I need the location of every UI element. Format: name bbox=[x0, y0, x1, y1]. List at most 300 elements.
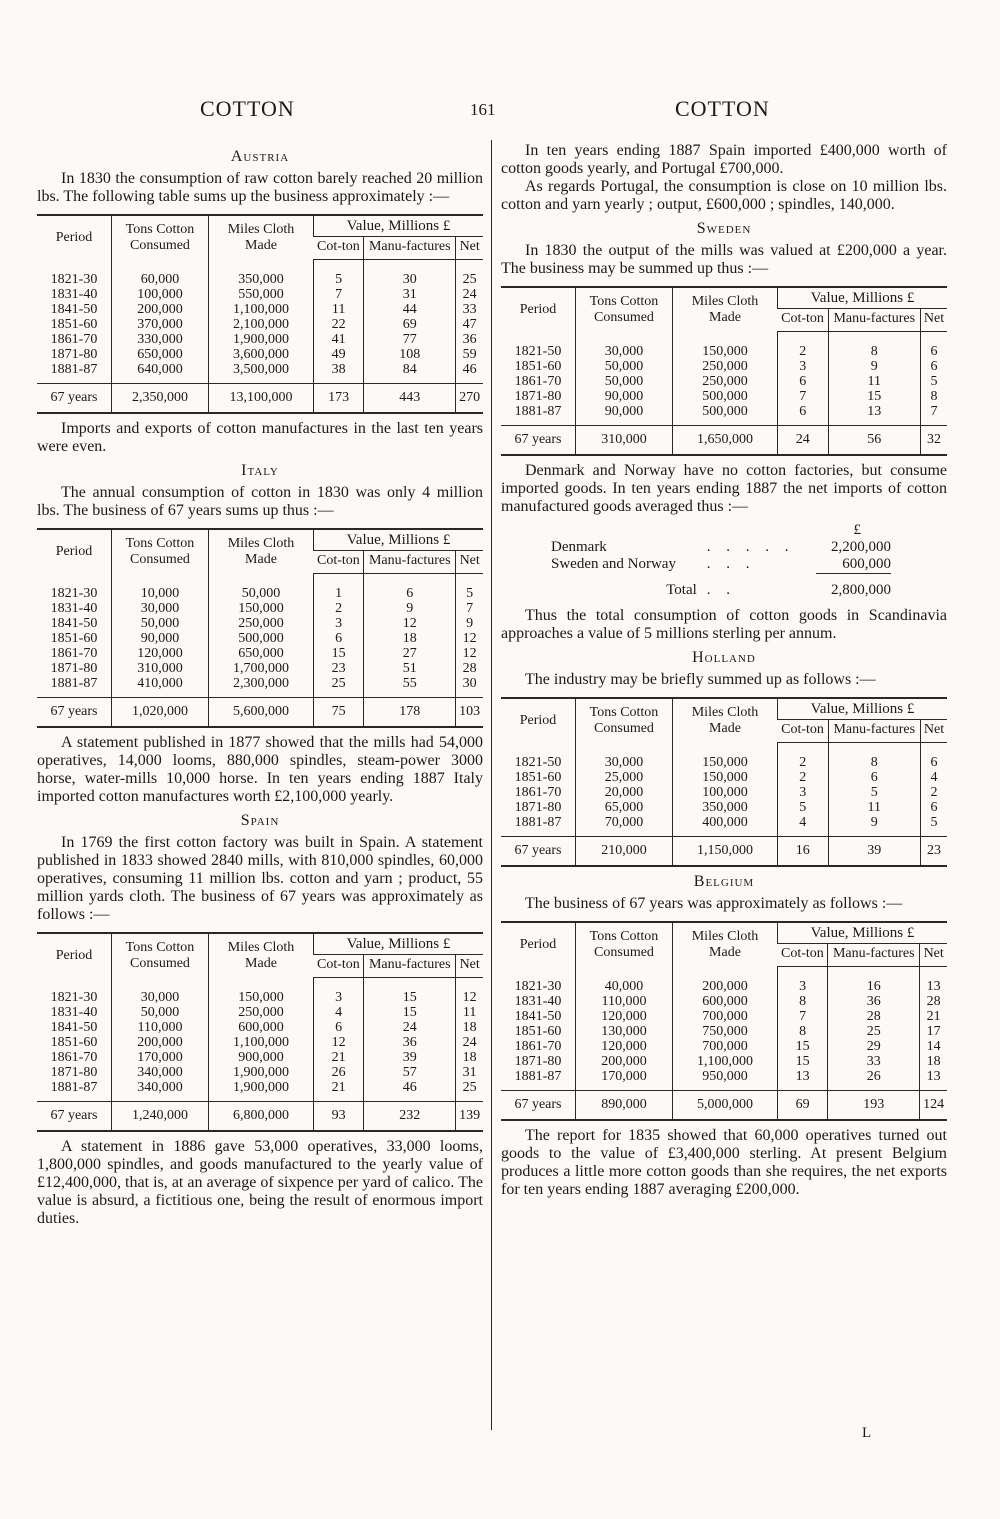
cotton-value-cell: 3 bbox=[314, 616, 364, 631]
net-value-cell: 8 bbox=[921, 389, 947, 404]
period-cell: 1831-40 bbox=[514, 994, 562, 1009]
period-cell: 1861-70 bbox=[514, 785, 562, 800]
table-row bbox=[37, 1005, 483, 1020]
column-header-net: Net bbox=[456, 955, 483, 978]
tons-cell: 50,000 bbox=[112, 616, 209, 631]
table-row bbox=[37, 601, 483, 616]
period-cell: 67 years bbox=[501, 837, 576, 867]
miles-cell: 150,000 bbox=[673, 770, 778, 785]
austria-table bbox=[37, 214, 483, 414]
cotton-value-cell: 1 bbox=[314, 574, 364, 602]
period-cell: 1821-30 bbox=[50, 585, 98, 601]
cotton-value-cell: 26 bbox=[314, 1065, 364, 1080]
column-header-tons: Tons Cotton Consumed bbox=[576, 922, 673, 967]
manufactures-value-cell: 46 bbox=[364, 1080, 456, 1102]
column-header-value-group: Value, Millions £ bbox=[778, 922, 948, 944]
list-item bbox=[551, 556, 891, 574]
header-right-title: COTTON bbox=[675, 96, 770, 121]
tons-cell: 2,350,000 bbox=[112, 384, 209, 414]
net-value-cell: 24 bbox=[456, 1035, 483, 1050]
period-cell: 1831-40 bbox=[50, 1005, 98, 1020]
total-row bbox=[501, 1091, 947, 1121]
net-value-cell: 7 bbox=[456, 601, 483, 616]
miles-cell: 3,500,000 bbox=[209, 362, 314, 384]
miles-cell: 150,000 bbox=[209, 978, 314, 1006]
manufactures-value-cell: 178 bbox=[364, 698, 456, 728]
table-row bbox=[501, 770, 947, 785]
tons-cell: 10,000 bbox=[112, 574, 209, 602]
period-cell: 1871-80 bbox=[514, 1054, 562, 1069]
miles-cell: 1,900,000 bbox=[209, 1080, 314, 1102]
miles-cell: 700,000 bbox=[673, 1039, 778, 1054]
column-header-net: Net bbox=[456, 551, 483, 574]
tons-cell: 120,000 bbox=[576, 1039, 673, 1054]
net-value-cell: 4 bbox=[921, 770, 947, 785]
net-value-cell: 46 bbox=[456, 362, 483, 384]
period-cell: 1851-60 bbox=[514, 1024, 562, 1039]
tons-cell: 200,000 bbox=[112, 302, 209, 317]
tons-cell: 30,000 bbox=[576, 332, 673, 360]
austria-intro: In 1830 the consumption of raw cotton barely reached 20 million lbs. The following table sums up the business approximately :— bbox=[37, 170, 483, 205]
column-header-period: Period bbox=[501, 287, 576, 332]
period-cell: 1821-50 bbox=[514, 343, 562, 359]
column-header-cotton: Cot-ton bbox=[778, 944, 828, 967]
miles-cell: 2,100,000 bbox=[209, 317, 314, 332]
page-number: 161 bbox=[470, 100, 496, 119]
manufactures-value-cell: 26 bbox=[828, 1069, 920, 1091]
period-cell: 1861-70 bbox=[50, 1050, 98, 1065]
miles-cell: 250,000 bbox=[673, 359, 778, 374]
miles-cell: 13,100,000 bbox=[209, 384, 314, 414]
tons-cell: 50,000 bbox=[576, 359, 673, 374]
miles-cell: 1,100,000 bbox=[673, 1054, 778, 1069]
column-header-period: Period bbox=[501, 698, 576, 743]
tons-cell: 210,000 bbox=[576, 837, 673, 867]
miles-cell: 150,000 bbox=[673, 743, 778, 771]
cotton-value-cell: 22 bbox=[314, 317, 364, 332]
column-header-period: Period bbox=[37, 933, 112, 978]
column-header-cotton: Cot-ton bbox=[314, 955, 364, 978]
cotton-value-cell: 173 bbox=[314, 384, 364, 414]
miles-cell: 400,000 bbox=[673, 815, 778, 837]
manufactures-value-cell: 6 bbox=[364, 574, 456, 602]
miles-cell: 1,100,000 bbox=[209, 1035, 314, 1050]
column-header-miles: Miles Cloth Made bbox=[209, 933, 314, 978]
cotton-value-cell: 6 bbox=[314, 631, 364, 646]
tons-cell: 1,240,000 bbox=[112, 1102, 209, 1132]
tons-cell: 90,000 bbox=[576, 404, 673, 426]
section-title-holland: Holland bbox=[692, 649, 756, 666]
net-value-cell: 36 bbox=[456, 332, 483, 347]
column-header-value-group: Value, Millions £ bbox=[778, 698, 948, 720]
period-cell: 1881-87 bbox=[514, 1069, 562, 1084]
manufactures-value-cell: 69 bbox=[364, 317, 456, 332]
manufactures-value-cell: 30 bbox=[364, 260, 456, 288]
cotton-value-cell: 21 bbox=[314, 1080, 364, 1102]
column-header-period: Period bbox=[37, 215, 112, 260]
miles-cell: 50,000 bbox=[209, 574, 314, 602]
net-value-cell: 25 bbox=[456, 260, 483, 288]
table-row bbox=[37, 1020, 483, 1035]
miles-cell: 5,600,000 bbox=[209, 698, 314, 728]
manufactures-value-cell: 29 bbox=[828, 1039, 920, 1054]
manufactures-value-cell: 443 bbox=[364, 384, 456, 414]
cotton-value-cell: 24 bbox=[778, 426, 829, 456]
net-value-cell: 270 bbox=[456, 384, 483, 414]
spain-intro: In 1769 the first cotton factory was built in Spain. A statement published in 1833 showed 2840 mills, with 810,000 spindles, 60,000 operatives, consuming 11 million lbs. cotton and yarn ; product, 55 million yards cloth. The business of 67 years was approximately as follows :— bbox=[37, 834, 483, 923]
cotton-value-cell: 3 bbox=[778, 785, 829, 800]
miles-cell: 500,000 bbox=[673, 404, 778, 426]
cotton-value-cell: 75 bbox=[314, 698, 364, 728]
miles-cell: 150,000 bbox=[209, 601, 314, 616]
miles-cell: 350,000 bbox=[673, 800, 778, 815]
signature-mark: L bbox=[862, 1425, 872, 1441]
net-value-cell: 24 bbox=[456, 287, 483, 302]
miles-cell: 3,600,000 bbox=[209, 347, 314, 362]
tons-cell: 310,000 bbox=[576, 426, 673, 456]
manufactures-value-cell: 39 bbox=[364, 1050, 456, 1065]
period-cell: 1871-80 bbox=[514, 389, 562, 404]
table-row bbox=[501, 785, 947, 800]
cotton-value-cell: 7 bbox=[778, 1009, 828, 1024]
net-value-cell: 12 bbox=[456, 978, 483, 1006]
net-value-cell: 33 bbox=[456, 302, 483, 317]
net-value-cell: 11 bbox=[456, 1005, 483, 1020]
column-header-period: Period bbox=[501, 922, 576, 967]
cotton-value-cell: 2 bbox=[314, 601, 364, 616]
table-row bbox=[37, 631, 483, 646]
table-row bbox=[37, 676, 483, 698]
cotton-value-cell: 3 bbox=[778, 967, 828, 995]
leader-dots: . . . bbox=[706, 556, 756, 573]
net-value-cell: 23 bbox=[921, 837, 947, 867]
period-cell: 1871-80 bbox=[50, 347, 98, 362]
tons-cell: 890,000 bbox=[576, 1091, 673, 1121]
period-cell: 1861-70 bbox=[514, 374, 562, 389]
miles-cell: 600,000 bbox=[673, 994, 778, 1009]
table-row bbox=[501, 359, 947, 374]
net-value-cell: 30 bbox=[456, 676, 483, 698]
net-value-cell: 5 bbox=[921, 815, 947, 837]
table-row bbox=[37, 1080, 483, 1102]
period-cell: 1841-50 bbox=[514, 1009, 562, 1024]
period-cell: 1881-87 bbox=[514, 404, 562, 419]
tons-cell: 40,000 bbox=[576, 967, 673, 995]
column-header-miles: Miles Cloth Made bbox=[209, 215, 314, 260]
tons-cell: 90,000 bbox=[112, 631, 209, 646]
net-value-cell: 12 bbox=[456, 646, 483, 661]
miles-cell: 6,800,000 bbox=[209, 1102, 314, 1132]
section-title-italy: Italy bbox=[241, 462, 279, 479]
table-row bbox=[501, 1054, 947, 1069]
period-cell: 1841-50 bbox=[50, 1020, 98, 1035]
net-value-cell: 6 bbox=[921, 359, 947, 374]
import-amount: 600,000 bbox=[842, 556, 891, 572]
period-cell: 1841-50 bbox=[50, 616, 98, 631]
period-cell: 67 years bbox=[501, 426, 576, 456]
sweden-table bbox=[501, 286, 947, 456]
manufactures-value-cell: 11 bbox=[828, 800, 921, 815]
period-cell: 1821-30 bbox=[514, 978, 562, 994]
net-value-cell: 12 bbox=[456, 631, 483, 646]
cotton-value-cell: 7 bbox=[314, 287, 364, 302]
manufactures-value-cell: 36 bbox=[828, 994, 920, 1009]
period-cell: 1881-87 bbox=[514, 815, 562, 830]
net-value-cell: 6 bbox=[921, 800, 947, 815]
column-header-cotton: Cot-ton bbox=[314, 237, 364, 260]
column-header-manufactures: Manu-factures bbox=[364, 551, 456, 574]
scandinavia-imports-table bbox=[551, 522, 891, 599]
period-cell: 1821-30 bbox=[50, 271, 98, 287]
manufactures-value-cell: 18 bbox=[364, 631, 456, 646]
table-row bbox=[501, 800, 947, 815]
column-header-period: Period bbox=[37, 529, 112, 574]
tons-cell: 20,000 bbox=[576, 785, 673, 800]
right-column bbox=[501, 142, 947, 1199]
net-value-cell: 18 bbox=[456, 1050, 483, 1065]
column-divider bbox=[491, 140, 492, 1430]
period-cell: 1861-70 bbox=[50, 332, 98, 347]
manufactures-value-cell: 44 bbox=[364, 302, 456, 317]
table-row bbox=[501, 404, 947, 426]
tons-cell: 200,000 bbox=[112, 1035, 209, 1050]
total-row bbox=[551, 574, 891, 600]
period-cell: 1821-50 bbox=[514, 754, 562, 770]
manufactures-value-cell: 33 bbox=[828, 1054, 920, 1069]
column-header-value-group: Value, Millions £ bbox=[314, 933, 484, 955]
net-value-cell: 5 bbox=[921, 374, 947, 389]
manufactures-value-cell: 11 bbox=[828, 374, 921, 389]
cotton-value-cell: 69 bbox=[778, 1091, 828, 1121]
manufactures-value-cell: 36 bbox=[364, 1035, 456, 1050]
manufactures-value-cell: 13 bbox=[828, 404, 921, 426]
table-row bbox=[501, 1024, 947, 1039]
running-header bbox=[0, 96, 1000, 126]
tons-cell: 70,000 bbox=[576, 815, 673, 837]
manufactures-value-cell: 15 bbox=[828, 389, 921, 404]
column-header-tons: Tons Cotton Consumed bbox=[576, 287, 673, 332]
table-row bbox=[37, 978, 483, 1006]
period-cell: 1841-50 bbox=[50, 302, 98, 317]
manufactures-value-cell: 108 bbox=[364, 347, 456, 362]
tons-cell: 1,020,000 bbox=[112, 698, 209, 728]
manufactures-value-cell: 77 bbox=[364, 332, 456, 347]
period-cell: 1851-60 bbox=[50, 631, 98, 646]
austria-after: Imports and exports of cotton manufactures in the last ten years were even. bbox=[37, 420, 483, 455]
miles-cell: 150,000 bbox=[673, 332, 778, 360]
cotton-value-cell: 6 bbox=[778, 374, 829, 389]
italy-intro: The annual consumption of cotton in 1830 was only 4 million lbs. The business of 67 years sums up thus :— bbox=[37, 484, 483, 519]
tons-cell: 370,000 bbox=[112, 317, 209, 332]
period-cell: 67 years bbox=[37, 384, 112, 414]
miles-cell: 350,000 bbox=[209, 260, 314, 288]
table-row bbox=[37, 302, 483, 317]
cotton-value-cell: 23 bbox=[314, 661, 364, 676]
manufactures-value-cell: 31 bbox=[364, 287, 456, 302]
period-cell: 1871-80 bbox=[50, 1065, 98, 1080]
net-value-cell: 5 bbox=[456, 574, 483, 602]
manufactures-value-cell: 5 bbox=[828, 785, 921, 800]
miles-cell: 650,000 bbox=[209, 646, 314, 661]
miles-cell: 1,100,000 bbox=[209, 302, 314, 317]
period-cell: 1851-60 bbox=[50, 317, 98, 332]
net-value-cell: 6 bbox=[921, 332, 947, 360]
scandinavia-after: Thus the total consumption of cotton goods in Scandinavia approaches a value of 5 millions sterling per annum. bbox=[501, 607, 947, 642]
period-cell: 1881-87 bbox=[50, 676, 98, 691]
tons-cell: 30,000 bbox=[112, 601, 209, 616]
total-amount: 2,800,000 bbox=[816, 574, 891, 600]
total-row bbox=[37, 384, 483, 414]
miles-cell: 200,000 bbox=[673, 967, 778, 995]
section-title-sweden: Sweden bbox=[696, 220, 752, 237]
period-cell: 1861-70 bbox=[514, 1039, 562, 1054]
net-value-cell: 28 bbox=[456, 661, 483, 676]
net-value-cell: 103 bbox=[456, 698, 483, 728]
period-cell: 67 years bbox=[501, 1091, 576, 1121]
belgium-table bbox=[501, 921, 947, 1121]
tons-cell: 90,000 bbox=[576, 389, 673, 404]
table-row bbox=[501, 815, 947, 837]
cotton-value-cell: 15 bbox=[778, 1039, 828, 1054]
period-cell: 1851-60 bbox=[514, 770, 562, 785]
tons-cell: 200,000 bbox=[576, 1054, 673, 1069]
leader-dots: . . . . . bbox=[706, 539, 795, 555]
manufactures-value-cell: 55 bbox=[364, 676, 456, 698]
total-row bbox=[501, 837, 947, 867]
manufactures-value-cell: 51 bbox=[364, 661, 456, 676]
column-header-miles: Miles Cloth Made bbox=[673, 922, 778, 967]
period-cell: 1851-60 bbox=[514, 359, 562, 374]
column-header-miles: Miles Cloth Made bbox=[209, 529, 314, 574]
table-row bbox=[37, 574, 483, 602]
column-header-net: Net bbox=[921, 720, 947, 743]
miles-cell: 600,000 bbox=[209, 1020, 314, 1035]
net-value-cell: 13 bbox=[920, 1069, 947, 1091]
column-header-miles: Miles Cloth Made bbox=[673, 287, 778, 332]
miles-cell: 250,000 bbox=[673, 374, 778, 389]
net-value-cell: 14 bbox=[920, 1039, 947, 1054]
list-item bbox=[551, 539, 891, 556]
manufactures-value-cell: 9 bbox=[364, 601, 456, 616]
cotton-value-cell: 6 bbox=[314, 1020, 364, 1035]
total-row bbox=[37, 698, 483, 728]
cotton-value-cell: 7 bbox=[778, 389, 829, 404]
cotton-value-cell: 2 bbox=[778, 332, 829, 360]
period-cell: 1871-80 bbox=[50, 661, 98, 676]
tons-cell: 50,000 bbox=[112, 1005, 209, 1020]
tons-cell: 340,000 bbox=[112, 1080, 209, 1102]
miles-cell: 700,000 bbox=[673, 1009, 778, 1024]
manufactures-value-cell: 8 bbox=[828, 332, 921, 360]
cotton-value-cell: 41 bbox=[314, 332, 364, 347]
net-value-cell: 28 bbox=[920, 994, 947, 1009]
column-header-tons: Tons Cotton Consumed bbox=[576, 698, 673, 743]
manufactures-value-cell: 193 bbox=[828, 1091, 920, 1121]
scandinavia-intro: Denmark and Norway have no cotton factories, but consume imported goods. In ten years ending 1887 the net imports of cotton manufactured goods averaged thus :— bbox=[501, 462, 947, 515]
manufactures-value-cell: 84 bbox=[364, 362, 456, 384]
manufactures-value-cell: 15 bbox=[364, 978, 456, 1006]
column-header-net: Net bbox=[920, 944, 947, 967]
table-row bbox=[37, 646, 483, 661]
net-value-cell: 31 bbox=[456, 1065, 483, 1080]
net-value-cell: 124 bbox=[920, 1091, 947, 1121]
table-row bbox=[37, 616, 483, 631]
manufactures-value-cell: 24 bbox=[364, 1020, 456, 1035]
miles-cell: 900,000 bbox=[209, 1050, 314, 1065]
table-row bbox=[37, 661, 483, 676]
miles-cell: 100,000 bbox=[673, 785, 778, 800]
leader-dots: . . bbox=[706, 581, 737, 598]
table-row bbox=[37, 317, 483, 332]
net-value-cell: 47 bbox=[456, 317, 483, 332]
period-cell: 1871-80 bbox=[514, 800, 562, 815]
column-header-net: Net bbox=[921, 309, 947, 332]
tons-cell: 120,000 bbox=[576, 1009, 673, 1024]
tons-cell: 410,000 bbox=[112, 676, 209, 698]
net-value-cell: 13 bbox=[920, 967, 947, 995]
tons-cell: 170,000 bbox=[112, 1050, 209, 1065]
table-row bbox=[37, 332, 483, 347]
column-header-manufactures: Manu-factures bbox=[364, 955, 456, 978]
cotton-value-cell: 3 bbox=[314, 978, 364, 1006]
net-value-cell: 139 bbox=[456, 1102, 483, 1132]
total-row bbox=[501, 426, 947, 456]
net-value-cell: 6 bbox=[921, 743, 947, 771]
cotton-value-cell: 25 bbox=[314, 676, 364, 698]
miles-cell: 1,900,000 bbox=[209, 1065, 314, 1080]
miles-cell: 500,000 bbox=[673, 389, 778, 404]
column-header-cotton: Cot-ton bbox=[778, 720, 829, 743]
period-cell: 1831-40 bbox=[50, 601, 98, 616]
cotton-value-cell: 2 bbox=[778, 743, 829, 771]
left-column bbox=[37, 142, 483, 1228]
total-row bbox=[37, 1102, 483, 1132]
country-name: Denmark bbox=[551, 539, 607, 555]
period-cell: 1831-40 bbox=[50, 287, 98, 302]
tons-cell: 650,000 bbox=[112, 347, 209, 362]
section-title-belgium: Belgium bbox=[693, 873, 755, 890]
spain-after: A statement in 1886 gave 53,000 operatives, 33,000 looms, 1,800,000 spindles, and goods manufactured to the yearly value of £12,400,000, that is, at an average of sixpence per yard of calico. The value is absurd, a fictitious one, being the result of enormous import duties. bbox=[37, 1138, 483, 1227]
cotton-value-cell: 21 bbox=[314, 1050, 364, 1065]
table-row bbox=[37, 347, 483, 362]
manufactures-value-cell: 9 bbox=[828, 815, 921, 837]
table-row bbox=[37, 260, 483, 288]
table-row bbox=[501, 1009, 947, 1024]
table-row bbox=[37, 287, 483, 302]
cotton-value-cell: 6 bbox=[778, 404, 829, 426]
column-header-miles: Miles Cloth Made bbox=[673, 698, 778, 743]
period-cell: 1861-70 bbox=[50, 646, 98, 661]
miles-cell: 500,000 bbox=[209, 631, 314, 646]
net-value-cell: 7 bbox=[921, 404, 947, 426]
miles-cell: 1,700,000 bbox=[209, 661, 314, 676]
belgium-after: The report for 1835 showed that 60,000 operatives turned out goods to the value of £3,400,000 sterling. At present Belgium produces a little more cotton goods than she requires, the net exports for ten years ending 1887 averaging £200,000. bbox=[501, 1127, 947, 1198]
spain-table bbox=[37, 932, 483, 1132]
cotton-value-cell: 4 bbox=[314, 1005, 364, 1020]
italy-after: A statement published in 1877 showed that the mills had 54,000 operatives, 14,000 looms, 880,000 spindles, steam-power 3000 horse, water-mills 10,000 horse. In ten years ending 1887 Italy imported cotton manufactures worth £2,100,000 yearly. bbox=[37, 734, 483, 805]
miles-cell: 250,000 bbox=[209, 1005, 314, 1020]
column-header-value-group: Value, Millions £ bbox=[778, 287, 948, 309]
column-header-cotton: Cot-ton bbox=[314, 551, 364, 574]
period-cell: 1821-30 bbox=[50, 989, 98, 1005]
manufactures-value-cell: 8 bbox=[828, 743, 921, 771]
miles-cell: 550,000 bbox=[209, 287, 314, 302]
column-header-value-group: Value, Millions £ bbox=[314, 215, 484, 237]
holland-table bbox=[501, 697, 947, 867]
table-row bbox=[501, 374, 947, 389]
column-header-tons: Tons Cotton Consumed bbox=[112, 215, 209, 260]
table-row bbox=[37, 1050, 483, 1065]
